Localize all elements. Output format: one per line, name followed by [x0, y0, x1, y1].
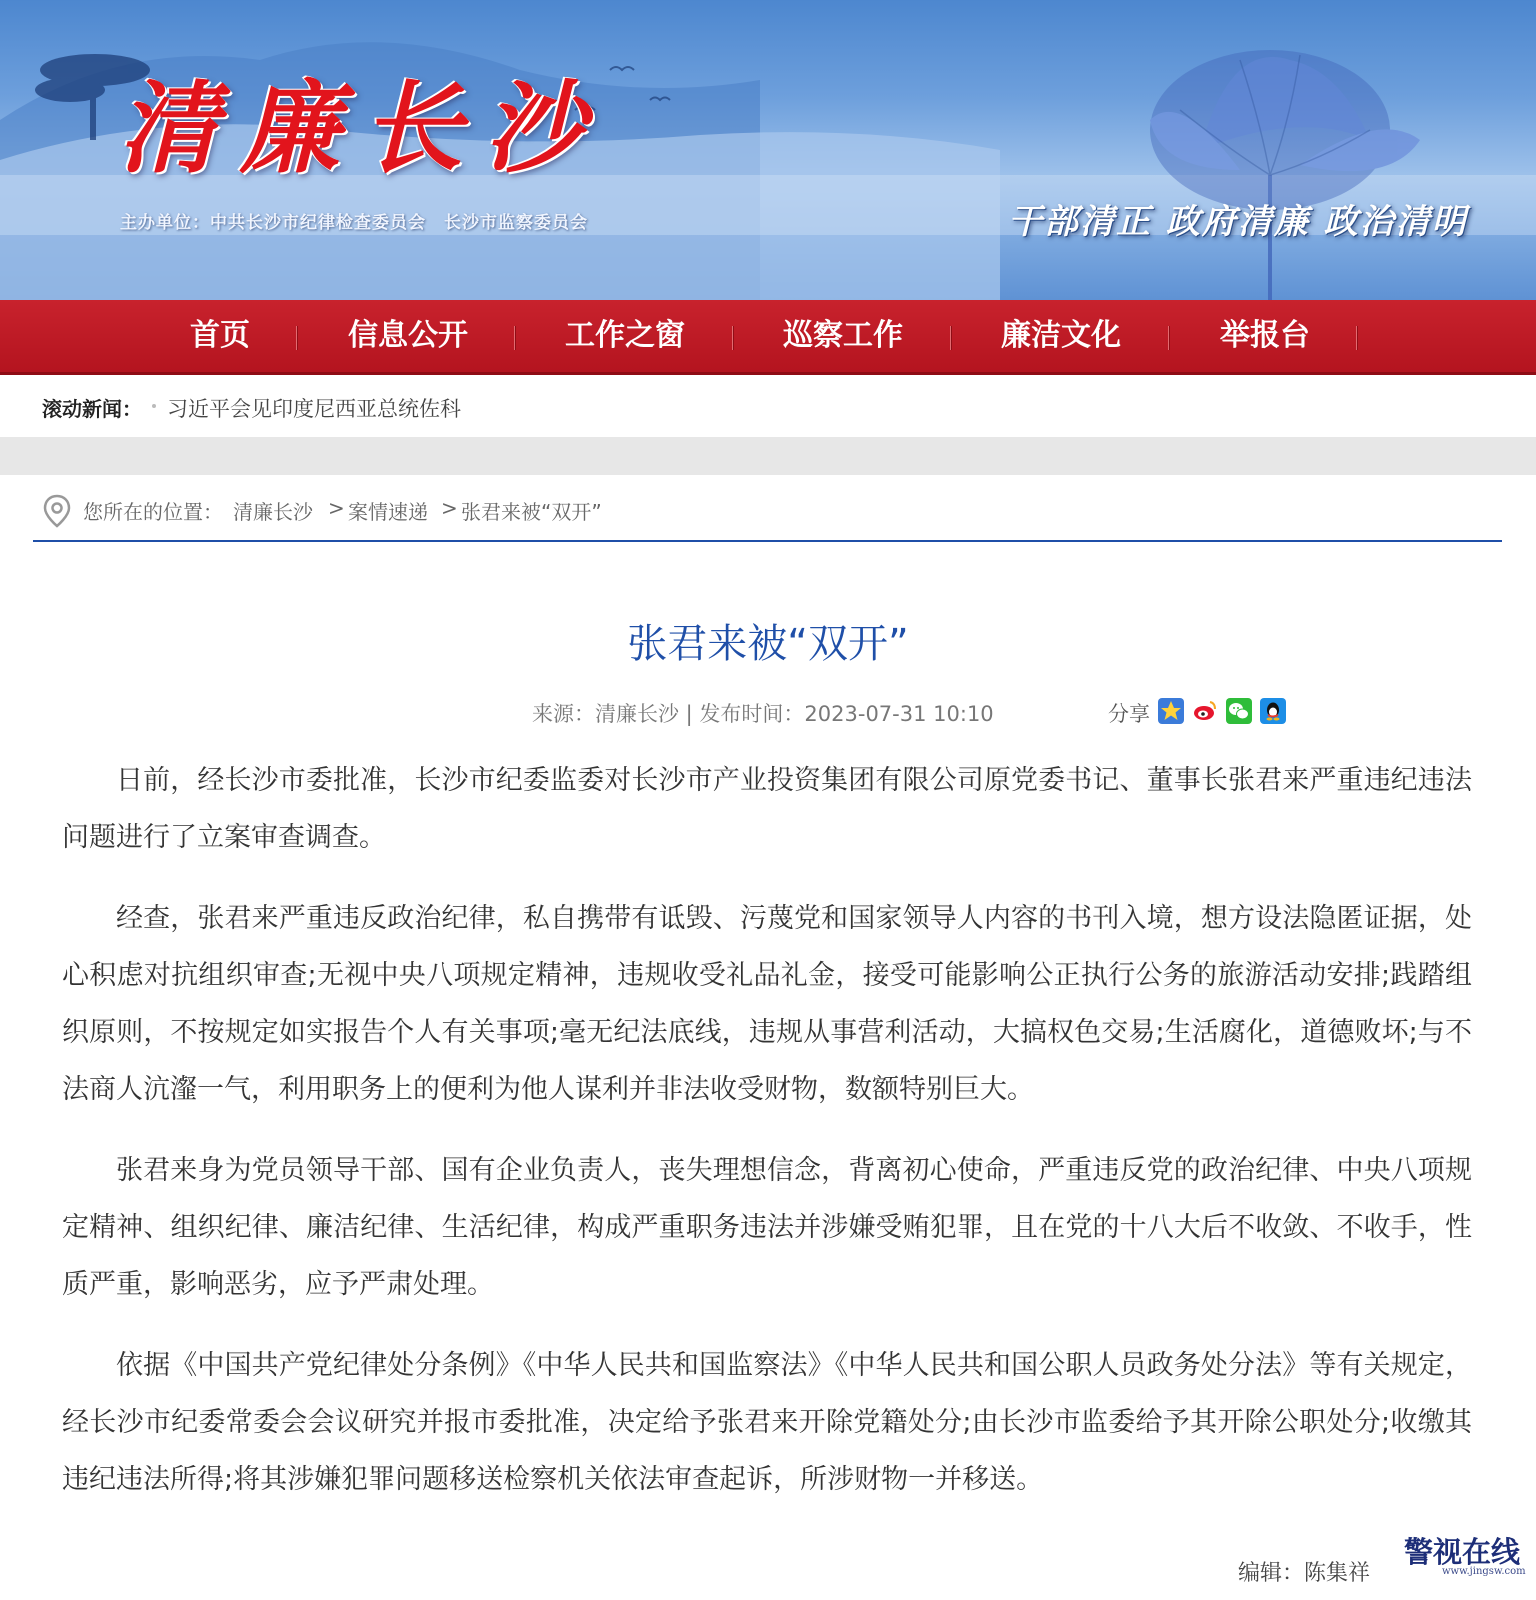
- main-nav: [0, 300, 1536, 375]
- nav-separator: [514, 326, 516, 350]
- location-pin-icon: [41, 493, 73, 529]
- nav-separator: [950, 326, 952, 350]
- nav-item-work-window[interactable]: 工作之窗: [565, 318, 685, 353]
- ticker-label: 滚动新闻：: [42, 397, 142, 421]
- site-banner: [0, 0, 1536, 300]
- nav-separator: [1356, 326, 1358, 350]
- article-title: 张君来被“双开”: [627, 621, 909, 667]
- article-meta: 来源：清廉长沙 | 发布时间：2023-07-31 10:10: [532, 702, 994, 726]
- share-label: 分享: [1108, 702, 1150, 726]
- nav-item-integrity-culture[interactable]: 廉洁文化: [1001, 318, 1121, 353]
- nav-separator: [1168, 326, 1170, 350]
- qzone-icon[interactable]: [1158, 698, 1184, 724]
- weibo-icon[interactable]: [1192, 698, 1218, 724]
- article-paragraph: 依据《中国共产党纪律处分条例》《中华人民共和国监察法》《中华人民共和国公职人员政务处分法》等有关规定，经长沙市纪委常委会会议研究并报市委批准，决定给予张君来开除党籍处分;由长沙市监委给予其开除公职处分;收缴其违纪违法所得;将其涉嫌犯罪问题移送检察机关依法审查起诉，所涉财物一并移送。: [62, 1350, 1472, 1495]
- breadcrumb-current[interactable]: 张君来被“双开”: [461, 500, 602, 524]
- breadcrumb-separator: >: [328, 496, 345, 520]
- breadcrumb: [33, 488, 1502, 542]
- breadcrumb-prefix: 您所在的位置：: [83, 500, 223, 524]
- ticker-headline-link[interactable]: 习近平会见印度尼西亚总统佐科: [167, 397, 461, 421]
- article-paragraph: 日前，经长沙市委批准，长沙市纪委监委对长沙市产业投资集团有限公司原党委书记、董事长张君来严重违纪违法问题进行了立案审查调查。: [62, 765, 1472, 853]
- qq-icon[interactable]: [1260, 698, 1286, 724]
- nav-separator: [296, 326, 298, 350]
- watermark-url: www.jingsw.com: [1442, 1566, 1526, 1577]
- article-body: [62, 752, 1472, 1532]
- nav-item-inspection[interactable]: 巡察工作: [783, 318, 903, 353]
- breadcrumb-home-link[interactable]: 清廉长沙: [233, 500, 313, 524]
- site-logo[interactable]: 清廉长沙: [118, 69, 606, 187]
- article-paragraph: 经查，张君来严重违反政治纪律，私自携带有诋毁、污蔑党和国家领导人内容的书刊入境，想方设法隐匿证据，处心积虑对抗组织审查;无视中央八项规定精神，违规收受礼品礼金，接受可能影响公正执行公务的旅游活动安排;践踏组织原则，不按规定如实报告个人有关事项;毫无纪法底线，违规从事营利活动，大搞权色交易;生活腐化，道德败坏;与不法商人沆瀣一气，利用职务上的便利为他人谋利并非法收受财物，数额特别巨大。: [62, 903, 1472, 1105]
- nav-item-report-desk[interactable]: 举报台: [1220, 318, 1310, 353]
- nav-item-home[interactable]: 首页: [190, 318, 250, 353]
- article-editor: 编辑：陈集祥: [1238, 1561, 1371, 1586]
- news-ticker: [0, 375, 1536, 437]
- section-divider: [0, 437, 1536, 475]
- nav-item-info-disclosure[interactable]: 信息公开: [348, 318, 468, 353]
- bullet-icon: [152, 404, 156, 408]
- breadcrumb-separator: >: [441, 496, 458, 520]
- watermark-logo: [1404, 1530, 1526, 1577]
- banner-slogan: 干部清正 政府清廉 政治清明: [1008, 202, 1468, 242]
- wechat-icon[interactable]: [1226, 698, 1252, 724]
- nav-separator: [732, 326, 734, 350]
- article-paragraph: 张君来身为党员领导干部、国有企业负责人，丧失理想信念，背离初心使命，严重违反党的政治纪律、中央八项规定精神、组织纪律、廉洁纪律、生活纪律，构成严重职务违法并涉嫌受贿犯罪，且在党的十八大后不收敛、不收手，性质严重，影响恶劣，应予严肃处理。: [62, 1155, 1472, 1300]
- breadcrumb-category-link[interactable]: 案情速递: [348, 500, 428, 524]
- watermark-text: 警视在线: [1404, 1535, 1521, 1569]
- sponsor-text: 主办单位：中共长沙市纪律检查委员会 长沙市监察委员会: [120, 213, 588, 233]
